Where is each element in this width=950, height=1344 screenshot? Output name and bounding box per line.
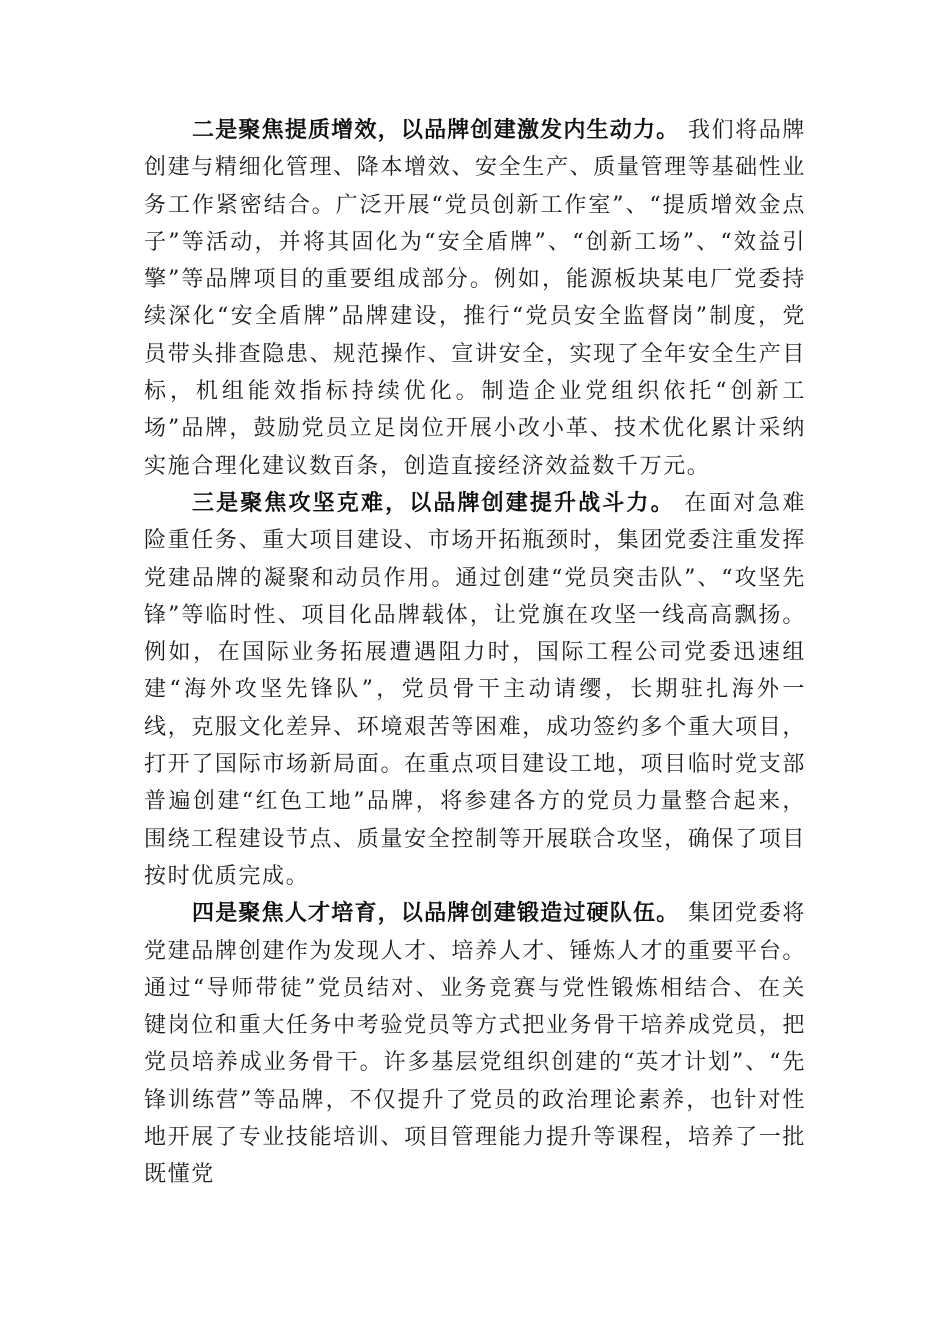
paragraph-text: 我们将品牌创建与精细化管理、降本增效、安全生产、质量管理等基础性业务工作紧密结合。广泛开展“党员创新工作室”、“提质增效金点子”等活动，并将其固化为“安全盾牌”、“创新工场”、“效益引擎”等品牌项目的重要组成部分。例如，能源板块某电厂党委持续深化“安全盾牌”品牌建设，推行“党员安全监督岗”制度，党员带头排查隐患、规范操作、宣讲安全，实现了全年安全生产目标，机组能效指标持续优化。制造企业党组织依托“创新工场”品牌，鼓励党员立足岗位开展小改小革、技术优化累计采纳实施合理化建议数百条，创造直接经济效益数千万元。 xyxy=(144,118,806,479)
paragraph-quality-efficiency xyxy=(144,112,806,485)
paragraph-heading: 三是聚焦攻坚克难，以品牌创建提升战斗力。 xyxy=(192,490,675,516)
paragraph-text: 集团党委将党建品牌创建作为发现人才、培养人才、锤炼人才的重要平台。通过“导师带徒”党员结对、业务竞赛与党性锻炼相结合、在关键岗位和重大任务中考验党员等方式把业务骨干培养成党员，把党员培养成业务骨干。许多基层党组织创建的“英才计划”、“先锋训练营”等品牌，不仅提升了党员的政治理论素养，也针对性地开展了专业技能培训、项目管理能力提升等课程，培养了一批既懂党 xyxy=(144,901,806,1188)
document-body xyxy=(144,112,806,1194)
paragraph-tackling-difficulties xyxy=(144,485,806,895)
paragraph-text: 在面对急难险重任务、重大项目建设、市场开拓瓶颈时，集团党委注重发挥党建品牌的凝聚和动员作用。通过创建“党员突击队”、“攻坚先锋”等临时性、项目化品牌载体，让党旗在攻坚一线高高飘扬。例如，在国际业务拓展遭遇阻力时，国际工程公司党委迅速组建“海外攻坚先锋队”，党员骨干主动请缨，长期驻扎海外一线，克服文化差异、环境艰苦等困难，成功签约多个重大项目，打开了国际市场新局面。在重点项目建设工地，项目临时党支部普遍创建“红色工地”品牌，将参建各方的党员力量整合起来，围绕工程建设节点、质量安全控制等开展联合攻坚，确保了项目按时优质完成。 xyxy=(144,490,806,889)
paragraph-heading: 四是聚焦人才培育，以品牌创建锻造过硬队伍。 xyxy=(192,901,680,927)
paragraph-heading: 二是聚焦提质增效，以品牌创建激发内生动力。 xyxy=(192,118,680,143)
paragraph-talent-cultivation xyxy=(144,895,806,1193)
